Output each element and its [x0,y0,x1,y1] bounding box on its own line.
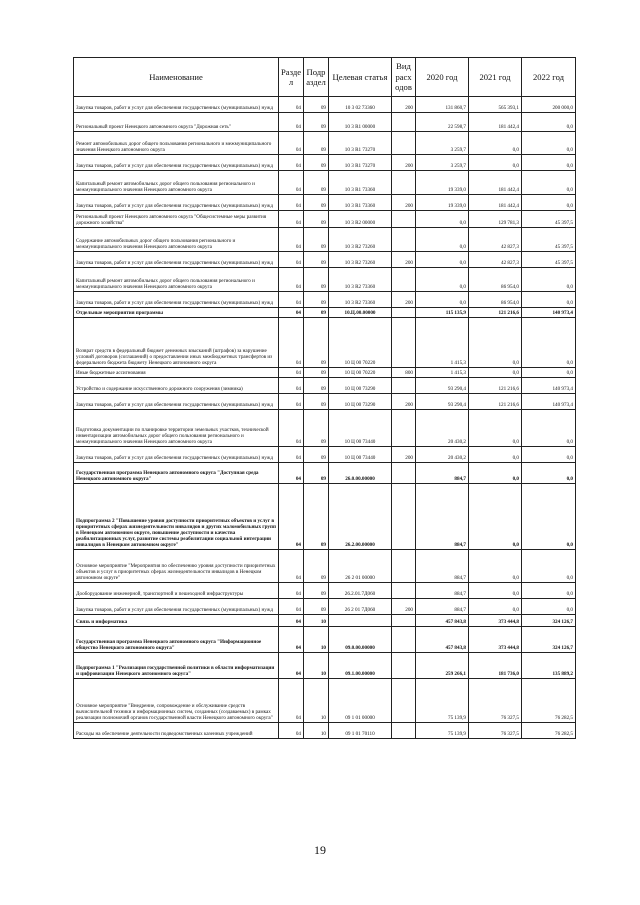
header-2022: 2022 год [522,58,576,97]
cell-subsection: 10 [304,679,329,723]
cell-subsection: 09 [304,252,329,268]
cell-kind [392,268,416,292]
cell-kind [392,318,416,368]
cell-article: 10 3 R2 00000 [329,211,392,228]
cell-2022: 0,0 [522,410,576,447]
cell-2021: 181 442,4 [469,113,522,132]
table-row [74,627,576,653]
cell-section: 04 [279,195,304,211]
cell-2020: 3 259,7 [416,132,469,155]
cell-subsection: 10 [304,653,329,679]
cell-name: Подпрограмма 1 "Реализация государственной политики в области информатизации и цифровизации Ненецкого автономного округа" [74,653,279,679]
cell-kind [392,679,416,723]
cell-2022: 0,0 [522,463,576,484]
cell-section: 04 [279,723,304,739]
cell-article: 10 3 R1 73270 [329,132,392,155]
table-row [74,268,576,292]
cell-section: 04 [279,268,304,292]
cell-2022: 45 397,5 [522,228,576,252]
cell-name: Закупка товаров, работ и услуг для обеспечения государственных (муниципальных) нужд [74,195,279,211]
table-row [74,679,576,723]
cell-2021: 0,0 [469,583,522,599]
cell-2022: 45 397,5 [522,252,576,268]
cell-2022: 0,0 [522,171,576,195]
cell-subsection: 09 [304,583,329,599]
table-row [74,463,576,484]
table-row [74,132,576,155]
cell-kind: 200 [392,394,416,410]
cell-article: 10.Ц.00.00000 [329,308,392,318]
cell-article: 26.2.00.00000 [329,484,392,550]
cell-kind [392,653,416,679]
cell-article: 09.0.00.00000 [329,627,392,653]
cell-article: 10 3 R1 73360 [329,171,392,195]
cell-2022: 140 973,4 [522,394,576,410]
cell-2021: 0,0 [469,410,522,447]
cell-kind [392,463,416,484]
cell-name: Закупка товаров, работ и услуг для обеспечения государственных (муниципальных) нужд [74,155,279,171]
cell-section: 04 [279,679,304,723]
cell-2021: 181 442,4 [469,195,522,211]
table-row [74,318,576,368]
cell-2020: 0,0 [416,211,469,228]
cell-2021: 121 216,6 [469,378,522,394]
cell-kind: 200 [392,155,416,171]
cell-section: 04 [279,463,304,484]
cell-2021: 373 444,8 [469,627,522,653]
cell-article: 10 3 R2 73260 [329,252,392,268]
cell-2021: 121 216,6 [469,394,522,410]
table-row [74,171,576,195]
cell-article: 10 Ц 00 73440 [329,410,392,447]
cell-kind [392,615,416,627]
cell-section: 04 [279,171,304,195]
cell-2020: 457 843,8 [416,627,469,653]
table-row [74,195,576,211]
cell-2022: 0,0 [522,292,576,308]
cell-2021: 565 393,1 [469,97,522,113]
cell-article: 10 3 02 73360 [329,97,392,113]
cell-2021: 0,0 [469,368,522,378]
cell-subsection: 09 [304,268,329,292]
cell-2022: 324 126,7 [522,627,576,653]
cell-2020: 1 415,3 [416,368,469,378]
cell-subsection: 09 [304,132,329,155]
cell-2020: 0,0 [416,268,469,292]
cell-2021: 42 827,3 [469,228,522,252]
cell-section: 04 [279,550,304,583]
cell-name: Иные бюджетные ассигнования [74,368,279,378]
cell-name: Закупка товаров, работ и услуг для обеспечения государственных (муниципальных) нужд [74,447,279,463]
cell-2022: 0,0 [522,155,576,171]
cell-kind [392,723,416,739]
cell-kind: 200 [392,292,416,308]
cell-2021: 0,0 [469,447,522,463]
cell-article: 10 Ц 00 73290 [329,378,392,394]
cell-article: 10 3 R1 73360 [329,195,392,211]
cell-2022: 0,0 [522,132,576,155]
cell-article: 10 3 R1 73270 [329,155,392,171]
cell-subsection: 09 [304,410,329,447]
cell-name: Капитальный ремонт автомобильных дорог общего пользования регионального и межмуниципального значения Ненецкого автономного округа [74,171,279,195]
cell-kind [392,378,416,394]
cell-2022: 0,0 [522,484,576,550]
cell-kind [392,550,416,583]
cell-subsection: 09 [304,368,329,378]
cell-name: Закупка товаров, работ и услуг для обеспечения государственных (муниципальных) нужд [74,97,279,113]
cell-article: 10 3 R1 00000 [329,113,392,132]
cell-2022: 0,0 [522,447,576,463]
cell-2020: 131 860,7 [416,97,469,113]
cell-section: 04 [279,410,304,447]
header-article: Целевая статья [329,58,392,97]
table-row [74,252,576,268]
cell-kind [392,308,416,318]
cell-section: 04 [279,653,304,679]
cell-2020: 0,0 [416,252,469,268]
table-header-row [74,58,576,97]
cell-2020: 457 843,8 [416,615,469,627]
cell-2021: 0,0 [469,132,522,155]
cell-2020: 93 290,4 [416,394,469,410]
cell-name: Региональный проект Ненецкого автономного округа "Общесистемные меры развития дорожного хозяйства" [74,211,279,228]
cell-section: 04 [279,228,304,252]
cell-section: 04 [279,97,304,113]
cell-name: Отдельные мероприятия программы [74,308,279,318]
cell-2022: 0,0 [522,268,576,292]
cell-2021: 76 327,5 [469,679,522,723]
cell-article: 10 Ц 00 73290 [329,394,392,410]
cell-article: 09 1 01 00000 [329,679,392,723]
cell-subsection: 09 [304,195,329,211]
cell-2022: 0,0 [522,368,576,378]
cell-article: 26.2.01.7Д060 [329,583,392,599]
table-row [74,410,576,447]
table-row [74,447,576,463]
cell-2020: 1 415,3 [416,318,469,368]
table-row [74,113,576,132]
cell-section: 04 [279,292,304,308]
cell-2020: 0,0 [416,292,469,308]
cell-2020: 115 135,9 [416,308,469,318]
header-kind: Вид расх одов [392,58,416,97]
cell-subsection: 09 [304,171,329,195]
header-subsection: Подр аздел [304,58,329,97]
table-row [74,308,576,318]
cell-2021: 121 216,6 [469,308,522,318]
cell-2020: 884,7 [416,463,469,484]
cell-article: 10 3 R2 73260 [329,228,392,252]
cell-name: Подпрограмма 2 "Повышение уровня доступности приоритетных объектов и услуг в приоритетных сферах жизнедеятельности инвалидов и других маломобильных групп в Ненецком автономном округе, повышение доступности и качества реабилитационных услуг, развитие системы реабилитации социальной интеграции инвалидов в Ненецком автономном округе" [74,484,279,550]
cell-name: Закупка товаров, работ и услуг для обеспечения государственных (муниципальных) нужд [74,292,279,308]
cell-subsection: 09 [304,378,329,394]
cell-subsection: 09 [304,318,329,368]
cell-subsection: 10 [304,627,329,653]
table-row [74,599,576,615]
cell-article: 09 1 01 70110 [329,723,392,739]
header-section: Разде л [279,58,304,97]
cell-kind [392,171,416,195]
cell-2020: 19 339,0 [416,171,469,195]
cell-section: 04 [279,113,304,132]
cell-section: 04 [279,447,304,463]
cell-article: 10 3 R2 73360 [329,292,392,308]
cell-2020: 884,7 [416,599,469,615]
cell-section: 04 [279,368,304,378]
cell-section: 04 [279,155,304,171]
cell-subsection: 09 [304,394,329,410]
cell-subsection: 09 [304,113,329,132]
cell-2020: 75 139,9 [416,679,469,723]
table-row [74,368,576,378]
cell-section: 04 [279,252,304,268]
cell-name: Содержание автомобильных дорог общего пользования регионального и межмуниципального значения Ненецкого автономного округа [74,228,279,252]
cell-kind: 200 [392,599,416,615]
cell-article: 26 2 01 00000 [329,550,392,583]
cell-2022: 324 126,7 [522,615,576,627]
cell-subsection: 09 [304,211,329,228]
cell-subsection: 09 [304,447,329,463]
cell-name: Региональный проект Ненецкого автономного округа "Дорожная сеть" [74,113,279,132]
cell-name: Подготовка документации по планировке территории земельных участков, технической инвентаризации автомобильных дорог общего пользования регионального и межмуниципального значения Ненецкого автономного округа [74,410,279,447]
table-row [74,550,576,583]
cell-2020: 20 430,2 [416,447,469,463]
cell-2022: 76 282,5 [522,723,576,739]
cell-2021: 86 954,0 [469,292,522,308]
cell-article [329,615,392,627]
table-row [74,155,576,171]
table-body [74,97,576,739]
cell-2021: 86 954,0 [469,268,522,292]
cell-subsection: 10 [304,615,329,627]
cell-2021: 181 442,4 [469,171,522,195]
cell-name: Основное мероприятие "Мероприятия по обеспечению уровня доступности приоритетных объектов и услуг в приоритетных сферах жизнедеятельности инвалидов в Ненецком автономном округе" [74,550,279,583]
table-row [74,228,576,252]
page-number: 19 [314,843,326,857]
cell-2022: 140 973,4 [522,308,576,318]
cell-name: Дооборудование инженерной, транспортной и пешеходной инфраструктуры [74,583,279,599]
table-row [74,583,576,599]
cell-subsection: 09 [304,292,329,308]
cell-2020: 19 339,0 [416,195,469,211]
cell-kind: 200 [392,447,416,463]
header-name: Наименование [74,58,279,97]
cell-kind: 200 [392,195,416,211]
cell-subsection: 09 [304,308,329,318]
cell-2021: 373 444,8 [469,615,522,627]
table-row [74,615,576,627]
cell-kind [392,627,416,653]
cell-2021: 0,0 [469,463,522,484]
cell-2021: 0,0 [469,318,522,368]
cell-2021: 76 327,5 [469,723,522,739]
cell-section: 04 [279,615,304,627]
cell-name: Государственная программа Ненецкого автономного округа "Доступная среда Ненецкого автономного округа" [74,463,279,484]
cell-subsection: 09 [304,599,329,615]
cell-section: 04 [279,308,304,318]
cell-2020: 20 430,2 [416,410,469,447]
cell-2022: 0,0 [522,599,576,615]
cell-name: Государственная программа Ненецкого автономного округа "Информационное общество Ненецкого автономного округа" [74,627,279,653]
table-row [74,484,576,550]
table-row [74,723,576,739]
cell-2022: 0,0 [522,195,576,211]
cell-name: Основное мероприятие "Внедрение, сопровождение и обслуживание средств вычислительной техники и информационных систем, созданных (создаваемых) в рамках реализации полномочий органов государственной власти Ненецкого автономного округа" [74,679,279,723]
cell-2020: 22 598,7 [416,113,469,132]
cell-2020: 0,0 [416,228,469,252]
cell-article: 10 Ц 00 73440 [329,447,392,463]
cell-kind: 200 [392,252,416,268]
cell-name: Капитальный ремонт автомобильных дорог общего пользования регионального и межмуниципального значения Ненецкого автономного округа [74,268,279,292]
cell-2020: 75 139,9 [416,723,469,739]
budget-table [73,57,576,739]
cell-2020: 3 259,7 [416,155,469,171]
cell-2020: 884,7 [416,484,469,550]
table-row [74,394,576,410]
cell-section: 04 [279,394,304,410]
cell-2022: 0,0 [522,318,576,368]
cell-subsection: 09 [304,484,329,550]
cell-2020: 259 266,1 [416,653,469,679]
cell-section: 04 [279,599,304,615]
table-row [74,653,576,679]
cell-2021: 129 781,3 [469,211,522,228]
cell-2021: 0,0 [469,484,522,550]
cell-2022: 135 889,2 [522,653,576,679]
cell-name: Связь и информатика [74,615,279,627]
cell-kind [392,211,416,228]
cell-2022: 0,0 [522,583,576,599]
cell-2022: 0,0 [522,113,576,132]
table-row [74,378,576,394]
cell-section: 04 [279,318,304,368]
cell-2022: 200 000,0 [522,97,576,113]
cell-article: 10 Ц 00 70220 [329,318,392,368]
cell-article: 10 Ц 00 70220 [329,368,392,378]
cell-name: Возврат средств в федеральный бюджет денежных взысканий (штрафов) за нарушение условий договоров (соглашений) о предоставлении иных межбюджетных трансфертов из федерального бюджета бюджету Ненецкого автономного округа [74,318,279,368]
cell-article: 09.1.00.00000 [329,653,392,679]
header-2021: 2021 год [469,58,522,97]
cell-kind [392,228,416,252]
table-row [74,211,576,228]
cell-name: Закупка товаров, работ и услуг для обеспечения государственных (муниципальных) нужд [74,394,279,410]
cell-section: 04 [279,627,304,653]
cell-kind [392,113,416,132]
cell-kind: 200 [392,97,416,113]
cell-kind: 800 [392,368,416,378]
cell-name: Закупка товаров, работ и услуг для обеспечения государственных (муниципальных) нужд [74,599,279,615]
cell-kind [392,484,416,550]
cell-2021: 0,0 [469,550,522,583]
table-row [74,292,576,308]
cell-section: 04 [279,132,304,155]
cell-2021: 181 736,0 [469,653,522,679]
cell-2021: 0,0 [469,599,522,615]
cell-2022: 76 282,5 [522,679,576,723]
cell-subsection: 09 [304,97,329,113]
cell-kind [392,132,416,155]
table-row [74,97,576,113]
cell-2022: 0,0 [522,550,576,583]
cell-name: Расходы на обеспечение деятельности подведомственных казенных учреждений [74,723,279,739]
cell-name: Закупка товаров, работ и услуг для обеспечения государственных (муниципальных) нужд [74,252,279,268]
cell-2020: 93 290,4 [416,378,469,394]
cell-kind [392,583,416,599]
cell-subsection: 09 [304,463,329,484]
cell-article: 26 2 01 7Д060 [329,599,392,615]
cell-section: 04 [279,211,304,228]
cell-2021: 42 827,3 [469,252,522,268]
cell-section: 04 [279,583,304,599]
cell-article: 26.0.00.00000 [329,463,392,484]
cell-2022: 140 973,4 [522,378,576,394]
cell-2020: 884,7 [416,550,469,583]
cell-name: Устройство и содержание искусственного дорожного сооружения (зимника) [74,378,279,394]
cell-2022: 45 397,5 [522,211,576,228]
cell-name: Ремонт автомобильных дорог общего пользования регионального и межмуниципального значения Ненецкого автономного округа [74,132,279,155]
cell-subsection: 09 [304,550,329,583]
cell-section: 04 [279,378,304,394]
cell-article: 10 3 R2 73360 [329,268,392,292]
cell-2020: 884,7 [416,583,469,599]
cell-kind [392,410,416,447]
cell-subsection: 09 [304,155,329,171]
cell-section: 04 [279,484,304,550]
cell-subsection: 10 [304,723,329,739]
header-2020: 2020 год [416,58,469,97]
cell-2021: 0,0 [469,155,522,171]
cell-subsection: 09 [304,228,329,252]
